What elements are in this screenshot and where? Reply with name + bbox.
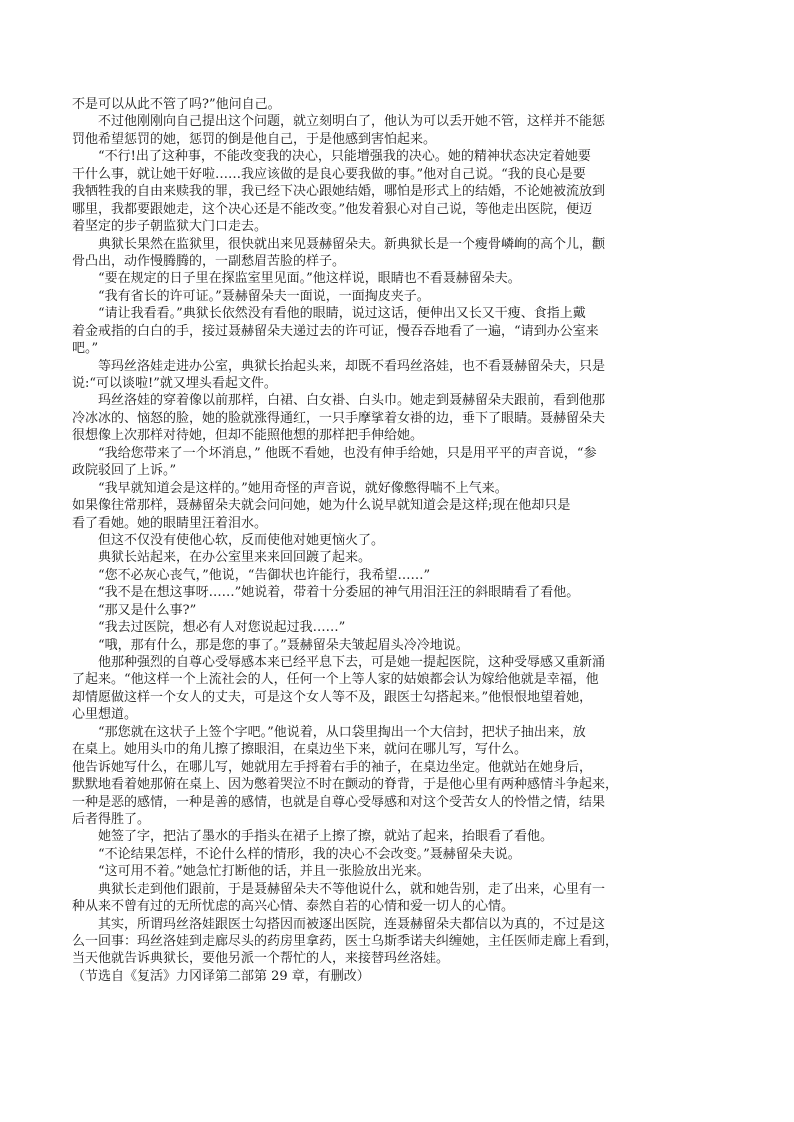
text-line: 了起来。“他这样一个上流社会的人，任何一个上等人家的姑娘都会认为嫁给他就是幸福，他 [72, 672, 599, 688]
text-line: 玛丝洛娃的穿着像以前那样，白裙、白女褂、白头巾。她走到聂赫留朵夫跟前，看到他那 [98, 393, 606, 409]
text-line: 一种是恶的感情，一种是善的感情，也就是自尊心受辱感和对这个受苦女人的怜惜之情，结果 [72, 794, 606, 810]
text-line: 罚他希望惩罚的她，惩罚的倒是他自己，于是他感到害怕起来。 [72, 131, 437, 147]
text-line: “不论结果怎样，不论什么样的情形，我的决心不会改变。”聂赫留朵夫说。 [98, 846, 521, 862]
text-line: “要在规定的日子里在探监室里见面。”他这样说，眼睛也不看聂赫留朵夫。 [98, 271, 521, 287]
text-line: 默默地看着她那俯在桌上、因为憋着哭泣不时在颤动的脊背，于是他心里有两种感情斗争起来， [72, 777, 619, 793]
text-line: 很想像上次那样对待她，但却不能照他想的那样把手伸给她。 [72, 428, 424, 444]
text-line: “那您就在这状子上签个字吧。”他说着，从口袋里掏出一个大信封，把状子抽出来，放 [98, 724, 586, 740]
text-line: 其实，所谓玛丝洛娃跟医士勾搭因而被逐出医院，连聂赫留朵夫都信以为真的，不过是这 [98, 916, 606, 932]
text-line: （节选自《复活》力冈译第二部第 29 章，有删改） [72, 968, 370, 984]
text-line: 后者得胜了。 [72, 811, 151, 827]
text-line: “这可用不着。”她急忙打断他的话，并且一张脸放出光来。 [98, 864, 430, 880]
text-line: 典狱长站起来，在办公室里来来回回踱了起来。 [98, 550, 372, 566]
text-line: “那又是什么事?” [98, 602, 197, 618]
text-line: 心里想道。 [72, 707, 138, 723]
text-line: 干什么事，就让她干好啦……我应该做的是良心要我做的事。”他对自己说。“我的良心是要 [72, 166, 586, 182]
text-line: 么一回事：玛丝洛娃到走廊尽头的药房里拿药，医士乌斯季诺夫纠缠她，主任医师走廊上看到， [72, 934, 619, 949]
text-line: “我早就知道会是这样的。”她用奇怪的声音说，就好像憋得喘不上气来。 [98, 480, 508, 496]
text-line: 骨凸出，动作慢腾腾的，一副愁眉苦脸的样子。 [72, 253, 346, 269]
text-line: 当天他就告诉典狱长，要他另派一个帮忙的人，来接替玛丝洛娃。 [72, 951, 450, 967]
article-body [72, 96, 724, 985]
text-line: 不是可以从此不管了吗?”他问自己。 [72, 97, 281, 112]
text-line: 看了看她。她的眼睛里汪着泪水。 [72, 515, 268, 531]
text-line: “我不是在想这事呀……”她说着，带着十分委屈的神气用泪汪汪的斜眼睛看了看他。 [98, 585, 580, 601]
text-line: “不行!出了这种事，不能改变我的决心，只能增强我的决心。她的精神状态决定着她要 [98, 149, 591, 165]
text-line: 种从来不曾有过的无所忧虑的高兴心情、泰然自若的心情和爱一切人的心情。 [72, 899, 515, 915]
text-line: 典狱长果然在监狱里，很快就出来见聂赫留朵夫。新典狱长是一个瘦骨嶙峋的高个儿，颧 [98, 236, 606, 252]
text-line: 冷冰冰的、恼怒的脸，她的脸就涨得通红，一只手摩挲着女褂的边，垂下了眼睛。聂赫留朵夫 [72, 410, 606, 426]
text-line: 他那种强烈的自尊心受辱感本来已经平息下去，可是她一提起医院，这种受辱感又重新涌 [98, 655, 606, 670]
text-line: 如果像往常那样，聂赫留朵夫就会问问她，她为什么说早就知道会是这样;现在他却只是 [72, 498, 571, 514]
text-line: “请让我看看。”典狱长依然没有看他的眼睛，说过这话，便伸出又长又干瘦、食指上戴 [98, 306, 586, 322]
text-line: 典狱长走到他们跟前，于是聂赫留朵夫不等他说什么，就和她告别，走了出来，心里有一 [98, 881, 606, 897]
text-line: 着金戒指的白白的手，接过聂赫留朵夫递过去的许可证，慢吞吞地看了一遍，“请到办公室来 [72, 323, 599, 339]
text-line: “哦，那有什么，那是您的事了。”聂赫留朵夫皱起眉头冷冷地说。 [98, 637, 469, 653]
text-line: “您不必灰心丧气，”他说，“告御状也许能行，我希望……” [98, 567, 431, 583]
text-line: 着坚定的步子朝监狱大门口走去。 [72, 219, 268, 235]
text-line: “我去过医院，想必有人对您说起过我……” [98, 620, 346, 636]
text-line: 我牺牲我的自由来赎我的罪，我已经下决心跟她结婚，哪怕是形式上的结婚，不论她被流放到 [72, 184, 606, 200]
text-line: 吧。” [72, 341, 99, 357]
text-line: 却情愿做这样一个女人的丈夫，可是这个女人等不及，跟医士勾搭起来。”他恨恨地望着她， [72, 689, 593, 705]
text-line: 哪里，我都要跟她走，这个决心还是不能改变。”他发着狠心对自己说，等他走出医院，便迈 [72, 201, 593, 217]
text-line: 政院驳回了上诉。” [72, 463, 177, 479]
text-line: 在桌上。她用头巾的角儿擦了擦眼泪，在桌边坐下来，就问在哪儿写，写什么。 [72, 742, 528, 758]
text-line: 不过他刚刚向自己提出这个问题，就立刻明白了，他认为可以丢开她不管，这样并不能惩 [98, 114, 606, 130]
text-line: 等玛丝洛娃走进办公室，典狱长抬起头来，却既不看玛丝洛娃，也不看聂赫留朵夫，只是 [98, 358, 606, 374]
text-line: “我给您带来了一个坏消息，” 他既不看她，也没有伸手给她，只是用平平的声音说，“参 [98, 445, 597, 461]
text-line: 说:“可以谈啦!”就又埋头看起文件。 [72, 376, 277, 391]
text-line: 他告诉她写什么，在哪儿写，她就用左手捋着右手的袖子，在桌边坐定。他就站在她身后， [72, 759, 593, 775]
text-line: “我有省长的许可证。”聂赫留朵夫一面说，一面掏皮夹子。 [98, 288, 430, 304]
text-line: 但这不仅没有使他心软，反而使他对她更恼火了。 [98, 532, 385, 548]
text-line: 她签了字，把沾了墨水的手指头在裙子上擦了擦，就站了起来，抬眼看了看他。 [98, 829, 554, 845]
